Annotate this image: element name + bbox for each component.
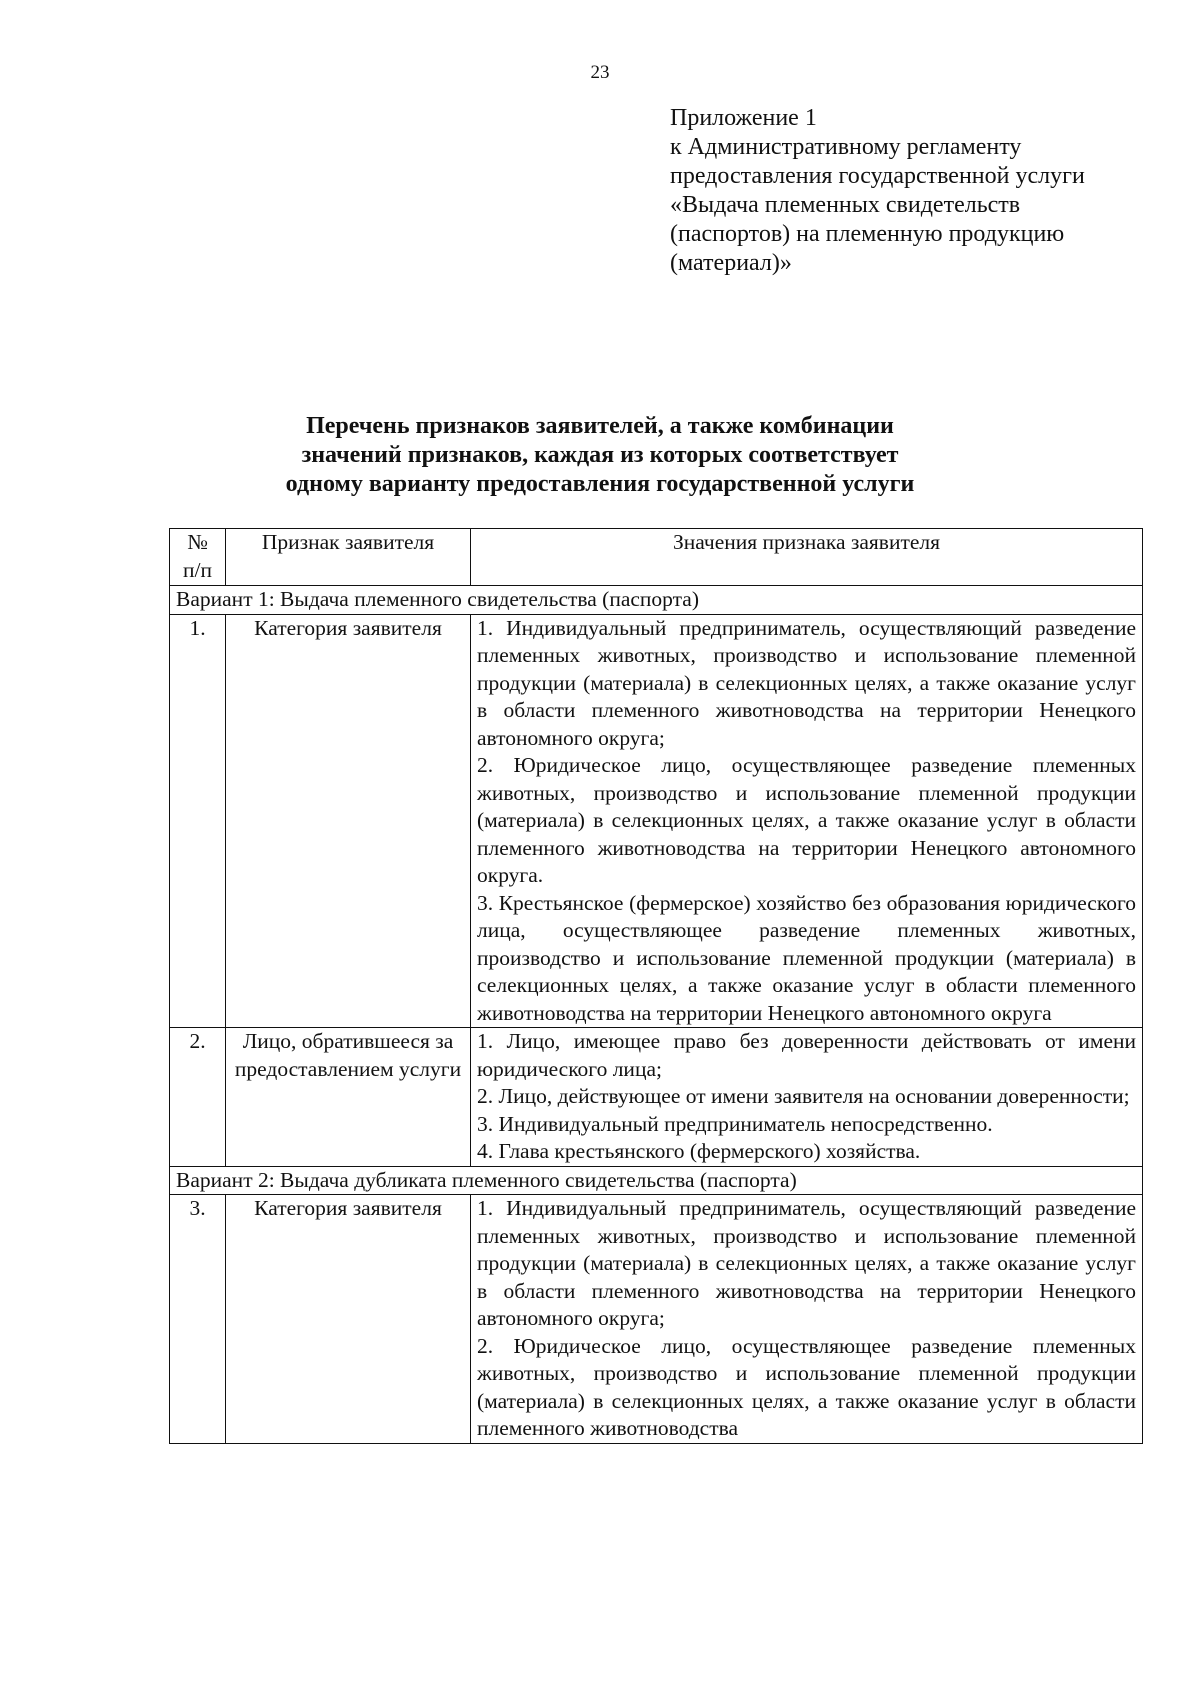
appendix-line: «Выдача племенных свидетельств xyxy=(670,192,1021,218)
appendix-line: (паспортов) на племенную продукцию xyxy=(670,221,1065,247)
value-item: 2. Юридическое лицо, осуществляющее разведение племенных животных, производство и использование племенной продукции (материала) в селекционных целях, а также оказание услуг в области племенного животноводства на территории Ненецкого автономного округа. xyxy=(477,753,1136,887)
row-number: 1. xyxy=(170,614,226,1028)
row-sign: Категория заявителя xyxy=(226,1195,471,1444)
header-number: № п/п xyxy=(170,529,226,586)
appendix-block xyxy=(670,104,1170,278)
title-line: Перечень признаков заявителей, а также комбинации xyxy=(306,413,894,439)
page-number: 23 xyxy=(590,62,610,83)
row-values xyxy=(471,1028,1143,1167)
title-line: одному варианту предоставления государственной услуги xyxy=(285,471,915,497)
value-item: 4. Глава крестьянского (фермерского) хозяйства. xyxy=(477,1139,921,1163)
variant-row-1 xyxy=(170,586,1143,615)
table-row xyxy=(170,1195,1143,1444)
row-values xyxy=(471,614,1143,1028)
appendix-line: к Административному регламенту xyxy=(670,134,1022,160)
value-item: 2. Юридическое лицо, осуществляющее разведение племенных животных, производство и использование племенной продукции (материала) в селекционных целях, а также оказание услуг в области племенного животноводства xyxy=(477,1333,1136,1440)
title-line: значений признаков, каждая из которых соответствует xyxy=(301,442,899,468)
appendix-line: (материал)» xyxy=(670,250,792,276)
document-title xyxy=(0,412,1200,499)
table-header-row xyxy=(170,529,1143,586)
header-sign: Признак заявителя xyxy=(226,529,471,586)
row-sign: Категория заявителя xyxy=(226,614,471,1028)
value-item: 1. Индивидуальный предприниматель, осуществляющий разведение племенных животных, производство и использование племенной продукции (материала) в селекционных целях, а также оказание услуг в области племенного животноводства на территории Ненецкого автономного округа; xyxy=(477,615,1136,750)
value-item: 2. Лицо, действующее от имени заявителя на основании доверенности; xyxy=(477,1084,1130,1108)
value-item: 3. Индивидуальный предприниматель непосредственно. xyxy=(477,1111,993,1136)
table-row xyxy=(170,1028,1143,1167)
value-item: 1. Лицо, имеющее право без доверенности действовать от имени юридического лица; xyxy=(477,1029,1136,1081)
value-item: 1. Индивидуальный предприниматель, осуществляющий разведение племенных животных, производство и использование племенной продукции (материала) в селекционных целях, а также оказание услуг в области племенного животноводства на территории Ненецкого автономного округа; xyxy=(477,1196,1136,1330)
appendix-line: Приложение 1 xyxy=(670,105,817,131)
appendix-line: предоставления государственной услуги xyxy=(670,163,1085,189)
variant-row-2 xyxy=(170,1166,1143,1195)
table-row xyxy=(170,614,1143,1028)
criteria-table xyxy=(169,528,1143,1444)
row-number: 3. xyxy=(170,1195,226,1444)
value-item: 3. Крестьянское (фермерское) хозяйство без образования юридического лица, осуществляющее разведение племенных животных, производство и использование племенной продукции (материала) в селекционных целях, а также оказание услуг в области племенного животноводства на территории Ненецкого автономного округа xyxy=(477,890,1136,1025)
variant-label: Вариант 1: Выдача племенного свидетельства (паспорта) xyxy=(170,586,1143,615)
header-values: Значения признака заявителя xyxy=(471,529,1143,586)
row-number: 2. xyxy=(170,1028,226,1167)
row-values xyxy=(471,1195,1143,1444)
row-sign: Лицо, обратившееся за предоставлением услуги xyxy=(226,1028,471,1167)
variant-label: Вариант 2: Выдача дубликата племенного свидетельства (паспорта) xyxy=(170,1166,1143,1195)
